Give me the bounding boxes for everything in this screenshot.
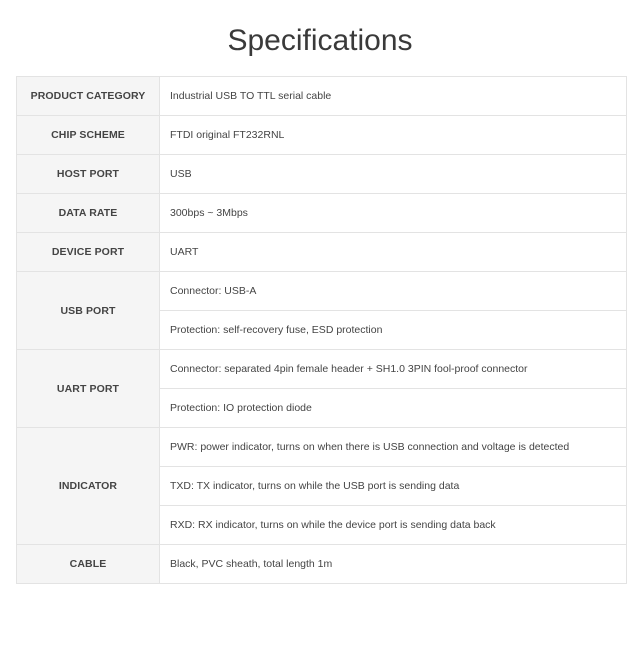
spec-value-chip-scheme: FTDI original FT232RNL: [160, 116, 627, 155]
spec-label-device-port: DEVICE PORT: [17, 233, 160, 272]
spec-label-product-category: PRODUCT CATEGORY: [17, 77, 160, 116]
spec-label-uart-port: UART PORT: [17, 350, 160, 428]
spec-label-host-port: HOST PORT: [17, 155, 160, 194]
spec-value-cable: Black, PVC sheath, total length 1m: [160, 545, 627, 584]
table-row: [17, 77, 627, 116]
page-title: Specifications: [227, 24, 413, 57]
spec-label-indicator: INDICATOR: [17, 428, 160, 545]
spec-value-uart-protection: Protection: IO protection diode: [160, 389, 627, 428]
spec-value-usb-protection: Protection: self-recovery fuse, ESD protection: [160, 311, 627, 350]
spec-label-chip-scheme: CHIP SCHEME: [17, 116, 160, 155]
spec-label-data-rate: DATA RATE: [17, 194, 160, 233]
specifications-table: [16, 76, 627, 584]
spec-value-uart-connector: Connector: separated 4pin female header + SH1.0 3PIN fool-proof connector: [160, 350, 627, 389]
spec-value-indicator-txd: TXD: TX indicator, turns on while the USB port is sending data: [160, 467, 627, 506]
table-row: [17, 233, 627, 272]
table-row: [17, 194, 627, 233]
table-row: [17, 155, 627, 194]
spec-label-usb-port: USB PORT: [17, 272, 160, 350]
spec-value-indicator-rxd: RXD: RX indicator, turns on while the device port is sending data back: [160, 506, 627, 545]
table-row: [17, 428, 627, 467]
table-row: [17, 272, 627, 311]
spec-value-product-category: Industrial USB TO TTL serial cable: [160, 77, 627, 116]
spec-label-cable: CABLE: [17, 545, 160, 584]
spec-value-device-port: UART: [160, 233, 627, 272]
spec-value-data-rate: 300bps ~ 3Mbps: [160, 194, 627, 233]
table-row: [17, 545, 627, 584]
table-row: [17, 116, 627, 155]
spec-value-indicator-pwr: PWR: power indicator, turns on when there is USB connection and voltage is detected: [160, 428, 627, 467]
spec-value-host-port: USB: [160, 155, 627, 194]
spec-value-usb-connector: Connector: USB-A: [160, 272, 627, 311]
table-row: [17, 350, 627, 389]
